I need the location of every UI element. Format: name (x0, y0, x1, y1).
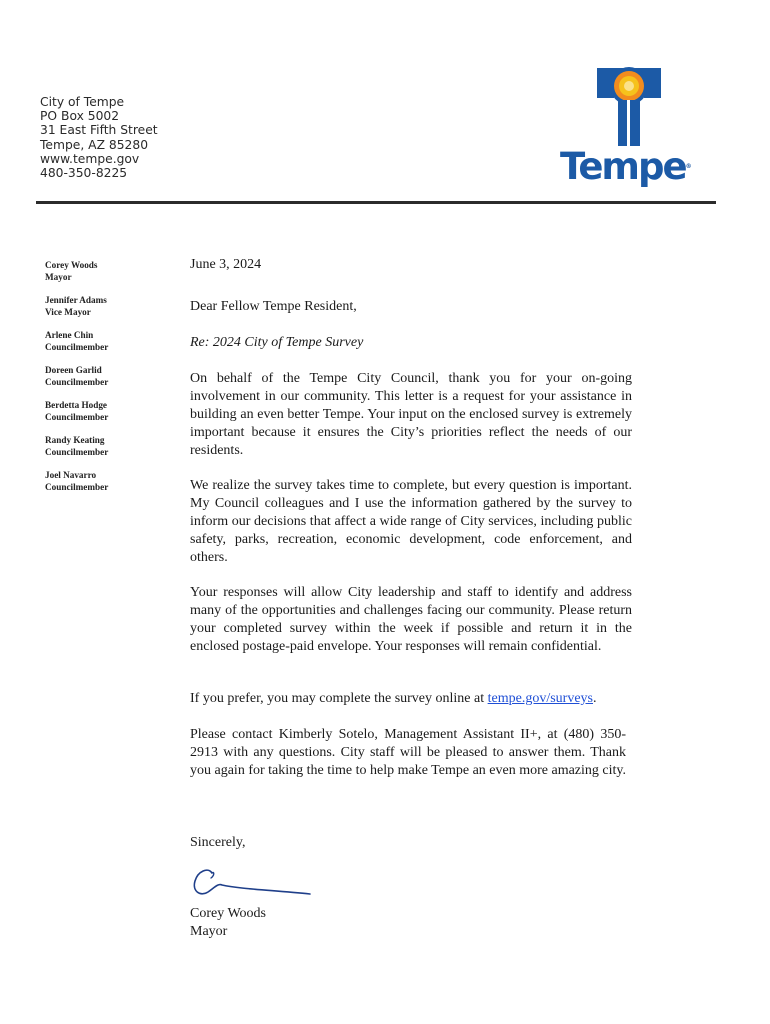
logo-text: Tempe (560, 145, 686, 188)
subject-line: Re: 2024 City of Tempe Survey (190, 335, 364, 350)
signature-image (190, 859, 315, 901)
member-name: Arlene Chin (45, 330, 94, 340)
member-title: Mayor (45, 272, 72, 282)
paragraph-4-end: . (593, 691, 597, 706)
member-title: Vice Mayor (45, 307, 91, 317)
member-name: Berdetta Hodge (45, 400, 108, 410)
council-member (45, 434, 165, 458)
member-title: Councilmember (45, 447, 109, 457)
address-line: 31 East Fifth Street (40, 123, 158, 138)
closing: Sincerely, (190, 835, 246, 850)
signer-name: Corey Woods (190, 906, 267, 921)
paragraph-4 (190, 690, 632, 708)
city-address-block (40, 95, 158, 180)
member-name: Joel Navarro (45, 470, 97, 480)
member-title: Councilmember (45, 482, 109, 492)
signer-title: Mayor (190, 924, 228, 939)
member-title: Councilmember (45, 412, 109, 422)
address-line: PO Box 5002 (40, 109, 120, 124)
salutation: Dear Fellow Tempe Resident, (190, 299, 357, 314)
member-name: Jennifer Adams (45, 295, 107, 305)
council-member (45, 294, 165, 318)
member-name: Corey Woods (45, 260, 98, 270)
council-member (45, 469, 165, 493)
member-name: Doreen Garlid (45, 365, 102, 375)
council-sidebar (45, 259, 165, 504)
address-line: 480-350-8225 (40, 166, 128, 181)
address-line: City of Tempe (40, 95, 125, 109)
member-title: Councilmember (45, 377, 109, 387)
paragraph-4-text: If you prefer, you may complete the survey online at (190, 691, 488, 706)
paragraph-5: Please contact Kimberly Sotelo, Management Assistant II+, at (480) 350-2913 with any questions. City staff will be pleased to answer them. Thank you again for taking the time to help make Tempe an even more amazing city. (190, 727, 626, 778)
paragraph-3: Your responses will allow City leadership and staff to identify and address many of the opportunities and challenges facing our community. Please return your completed survey within the week if possible and return it in the enclosed postage-paid envelope. Your responses will remain confidential. (190, 585, 632, 654)
paragraph-2: We realize the survey takes time to complete, but every question is important. My Council colleagues and I use the information gathered by the survey to inform our decisions that affect a wide range of City services, including public safety, parks, recreation, economic development, code enforcement, and others. (190, 478, 632, 565)
tempe-logo-mark-icon (560, 62, 710, 152)
tempe-logo (560, 62, 710, 188)
letter-date: June 3, 2024 (190, 257, 262, 272)
council-member (45, 329, 165, 353)
council-member (45, 364, 165, 388)
paragraph-1: On behalf of the Tempe City Council, thank you for your on-going involvement in our community. This letter is a request for your assistance in building an even better Tempe. Your input on the enclosed survey is extremely important because it ensures the City’s priorities reflect the needs of our residents. (190, 371, 632, 458)
member-name: Randy Keating (45, 435, 105, 445)
council-member (45, 399, 165, 423)
address-line: www.tempe.gov (40, 151, 140, 166)
registered-mark: ® (685, 163, 692, 170)
header-divider (36, 201, 716, 204)
survey-link[interactable]: tempe.gov/surveys (487, 691, 593, 706)
member-title: Councilmember (45, 342, 109, 352)
tempe-wordmark (560, 147, 710, 187)
council-member (45, 259, 165, 283)
address-line: Tempe, AZ 85280 (40, 137, 149, 152)
